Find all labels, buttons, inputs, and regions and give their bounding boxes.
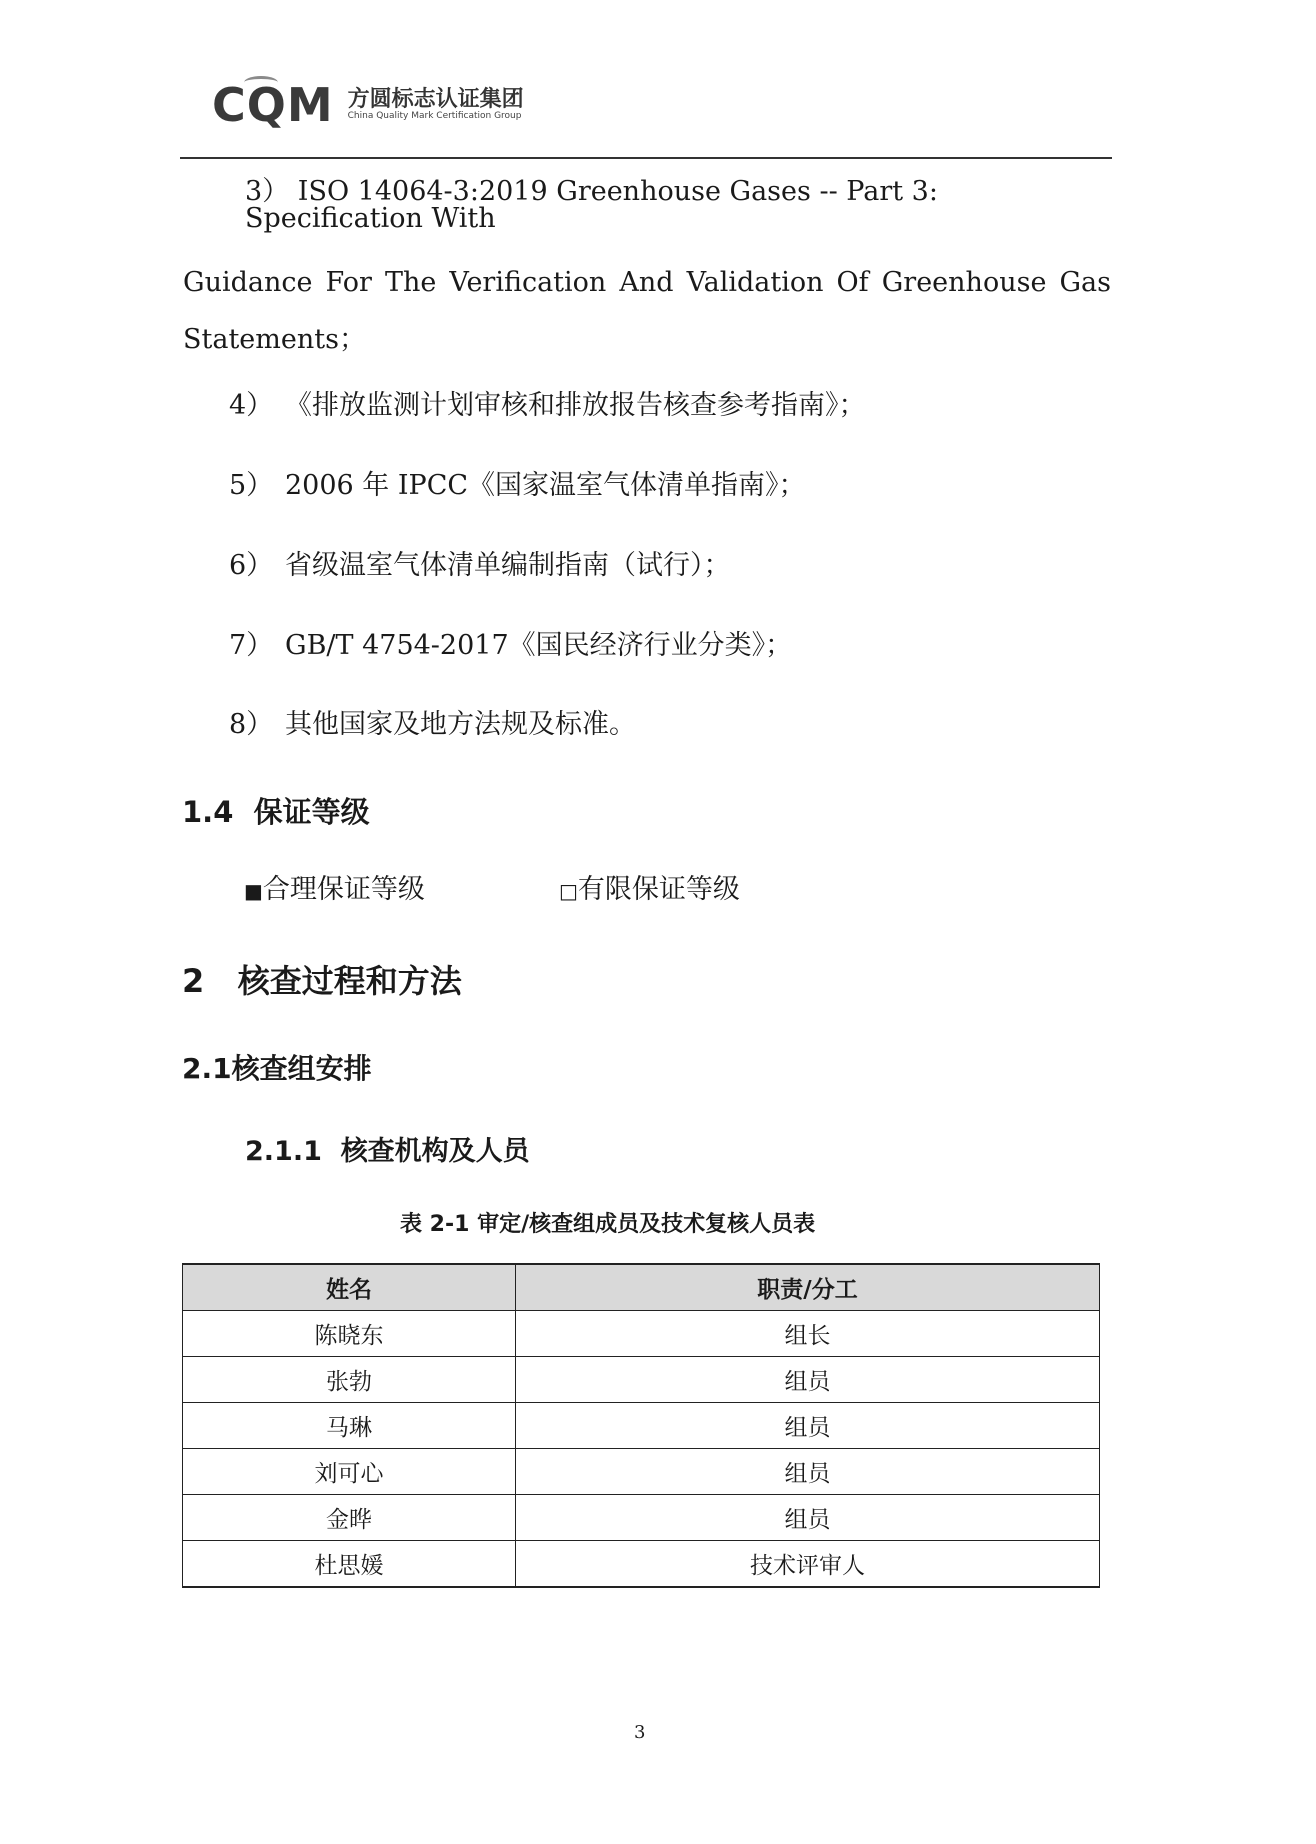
logo-arc-icon — [244, 76, 278, 89]
cell-name: 陈晓东 — [183, 1311, 516, 1357]
cell-role: 技术评审人 — [516, 1541, 1100, 1588]
reference-number: 5） — [229, 470, 274, 501]
section-heading-2-1 — [182, 1047, 372, 1087]
section-number: 2.1.1 — [245, 1136, 322, 1167]
reference-item-8 — [229, 711, 636, 738]
column-header-role: 职责/分工 — [516, 1264, 1100, 1311]
table-row — [183, 1311, 1100, 1357]
table-row — [183, 1449, 1100, 1495]
assurance-option-label: 合理保证等级 — [262, 874, 425, 905]
section-title: 核查过程和方法 — [237, 962, 462, 1000]
checked-box-icon: ■ — [244, 879, 263, 903]
assurance-option-limited — [559, 876, 740, 903]
reference-number: 6） — [229, 550, 274, 581]
reference-item-6 — [229, 552, 731, 579]
header-logo — [212, 78, 524, 132]
reference-text-line-3: Statements； — [183, 324, 366, 355]
cell-name: 杜思媛 — [183, 1541, 516, 1588]
reference-text: 其他国家及地方法规及标准。 — [285, 709, 636, 740]
staff-table — [182, 1263, 1100, 1588]
reference-text: 《排放监测计划审核和排放报告核查参考指南》； — [285, 390, 866, 421]
reference-item-4 — [229, 392, 866, 419]
column-header-name: 姓名 — [183, 1264, 516, 1311]
table-header-row — [183, 1264, 1100, 1311]
reference-item-5 — [229, 472, 806, 499]
reference-number: 7） — [229, 630, 274, 661]
org-name-en: China Quality Mark Certification Group — [347, 111, 522, 122]
section-heading-2 — [182, 956, 462, 1002]
table-row — [183, 1495, 1100, 1541]
cell-name: 刘可心 — [183, 1449, 516, 1495]
assurance-option-label: 有限保证等级 — [577, 874, 740, 905]
cell-role: 组员 — [516, 1357, 1100, 1403]
assurance-option-reasonable — [244, 876, 425, 903]
table-row — [183, 1403, 1100, 1449]
logo-mark: CQM — [212, 78, 334, 132]
cell-name: 马琳 — [183, 1403, 516, 1449]
section-title: 核查机构及人员 — [340, 1136, 530, 1167]
cell-role: 组员 — [516, 1403, 1100, 1449]
section-heading-2-1-1 — [245, 1129, 530, 1168]
reference-number: 3） — [245, 176, 290, 207]
table-caption: 表 2-1 审定/核查组成员及技术复核人员表 — [400, 1212, 816, 1237]
reference-number: 4） — [229, 390, 274, 421]
section-title: 核查组安排 — [231, 1052, 372, 1085]
reference-text: 省级温室气体清单编制指南（试行）； — [285, 550, 731, 581]
reference-item-7 — [229, 632, 792, 659]
cell-name: 张勃 — [183, 1357, 516, 1403]
cell-role: 组员 — [516, 1495, 1100, 1541]
page-number: 3 — [634, 1722, 646, 1743]
org-name-cn: 方圆标志认证集团 — [347, 86, 524, 112]
table-row — [183, 1541, 1100, 1588]
section-number: 2.1 — [182, 1052, 232, 1085]
table-row — [183, 1357, 1100, 1403]
cell-name: 金晔 — [183, 1495, 516, 1541]
reference-text-line-2: Guidance For The Verification And Validation Of Greenhouse Gas — [183, 267, 1111, 298]
section-number: 1.4 — [182, 795, 234, 829]
reference-number: 8） — [229, 709, 274, 740]
reference-text: 2006 年 IPCC《国家温室气体清单指南》； — [285, 470, 806, 501]
cell-role: 组员 — [516, 1449, 1100, 1495]
section-heading-1-4 — [182, 790, 370, 831]
unchecked-box-icon: □ — [559, 879, 578, 903]
reference-text: GB/T 4754-2017《国民经济行业分类》； — [285, 630, 793, 661]
cell-role: 组长 — [516, 1311, 1100, 1357]
reference-item-3 — [183, 178, 1111, 353]
header-divider — [180, 157, 1112, 159]
section-title: 保证等级 — [253, 795, 370, 829]
section-number: 2 — [182, 962, 205, 1000]
reference-text-line-1: ISO 14064-3:2019 Greenhouse Gases -- Part 3: Specification With — [245, 176, 938, 234]
